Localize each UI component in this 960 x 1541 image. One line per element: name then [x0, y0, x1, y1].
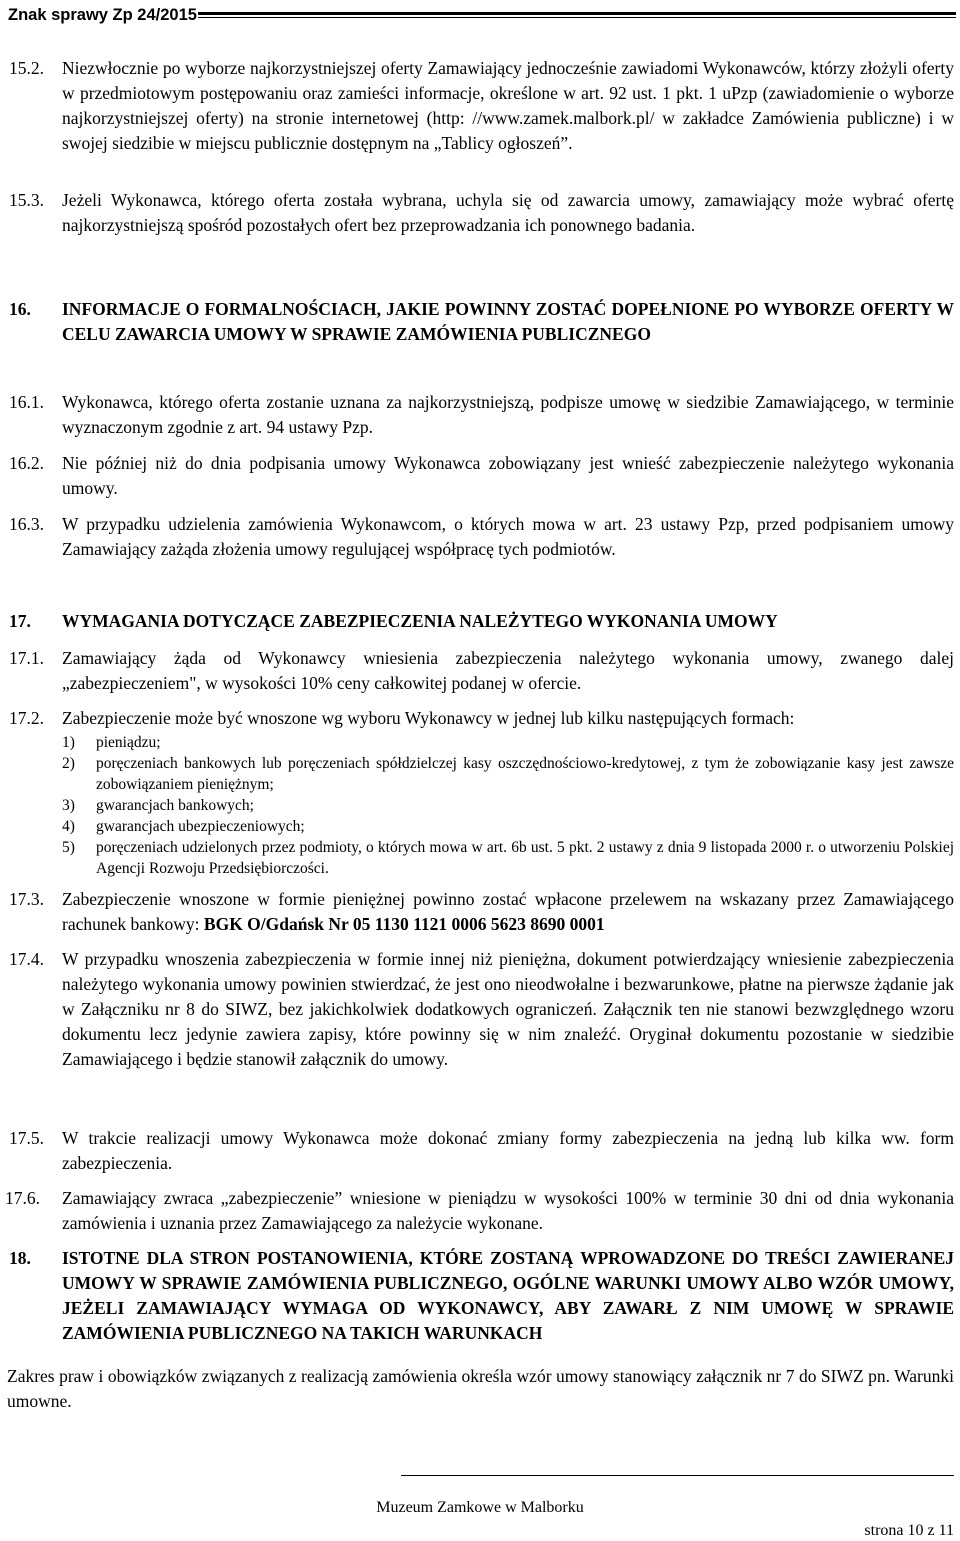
section-heading: INFORMACJE O FORMALNOŚCIACH, JAKIE POWINNY ZOSTAĆ DOPEŁNIONE PO WYBORZE OFERTY W CELU ZAWARCIA UMOWY W SPRAWIE ZAMÓWIENIA PUBLICZNEGO — [62, 299, 954, 344]
section-number: 15.3. — [9, 190, 44, 210]
section-heading: ISTOTNE DLA STRON POSTANOWIENIA, KTÓRE ZOSTANĄ WPROWADZONE DO TREŚCI ZAWIERANEJ UMOWY W SPRAWIE ZAMÓWIENIA PUBLICZNEGO, OGÓLNE WARUNKI UMOWY ALBO WZÓR UMOWY, JEŻELI ZAMAWIAJĄCY WYMAGA OD WYKONAWCY, ABY ZAWARŁ Z NIM UMOWĘ W SPRAWIE ZAMÓWIENIA PUBLICZNEGO NA TAKICH WARUNKACH — [62, 1248, 954, 1343]
section-text: W przypadku udzielenia zamówienia Wykonawcom, o których mowa w art. 23 ustawy Pzp, przed podpisaniem umowy Zamawiający zażąda złożenia umowy regulującej współpracę tych podmiotów. — [62, 514, 954, 559]
list-number: 4) — [62, 818, 75, 835]
document-header — [8, 0, 956, 30]
section-number: 15.2. — [9, 58, 44, 78]
section-text: Jeżeli Wykonawca, którego oferta została wybrana, uchyla się od zawarcia umowy, zamawiający może wybrać ofertę najkorzystniejszą spośród pozostałych ofert bez przeprowadzania ich ponownego badania. — [62, 190, 954, 235]
section-text: Zabezpieczenie może być wnoszone wg wyboru Wykonawcy w jednej lub kilku następujących formach: — [62, 708, 795, 728]
header-rule — [198, 12, 956, 15]
list-number: 1) — [62, 734, 75, 751]
list-text: pieniądzu; — [96, 734, 161, 751]
section-text-body: Zabezpieczenie wnoszone w formie pieniężnej powinno zostać wpłacone przelewem na wskazany przez Zamawiającego rachunek bankowy: — [62, 889, 954, 934]
list-number: 5) — [62, 839, 75, 856]
section-text: Zamawiający żąda od Wykonawcy wniesienia zabezpieczenia należytego wykonania umowy, zwanego dalej „zabezpieczeniem", w wysokości 10% ceny całkowitej podanej w ofercie. — [62, 648, 954, 693]
section-number: 16.2. — [9, 453, 44, 473]
page-number: strona 10 z 11 — [864, 1522, 954, 1539]
section-number: 17.2. — [9, 708, 44, 728]
section-number: 17.1. — [9, 648, 44, 668]
section-text: Zakres praw i obowiązków związanych z realizacją zamówienia określa wzór umowy stanowiący załącznik nr 7 do SIWZ pn. Warunki umowne. — [7, 1366, 954, 1411]
list-text: gwarancjach ubezpieczeniowych; — [96, 818, 305, 835]
section-number: 17.4. — [9, 949, 44, 969]
section-number: 18. — [9, 1248, 31, 1268]
list-number: 3) — [62, 797, 75, 814]
case-number: Znak sprawy Zp 24/2015 — [8, 6, 197, 24]
section-text — [62, 887, 954, 937]
section-text: W trakcie realizacji umowy Wykonawca może dokonać zmiany formy zabezpieczenia na jedną lub kilka ww. form zabezpieczenia. — [62, 1128, 954, 1173]
section-text: Wykonawca, którego oferta zostanie uznana za najkorzystniejszą, podpisze umowę w siedzibie Zamawiającego, w terminie wyznaczonym zgodnie z art. 94 ustawy Pzp. — [62, 392, 954, 437]
section-text: W przypadku wnoszenia zabezpieczenia w formie innej niż pieniężna, dokument potwierdzający wniesienie zabezpieczenia należytego wykonania umowy powinien stwierdzać, że jest ono nieodwołalne i bezwarunkowe, płatne na pierwsze żądanie jak w Załączniku nr 8 do SIWZ, bez jakichkolwiek dodatkowych ograniczeń. Załącznik ten nie stanowi bezwzględnego wzoru dokumentu lecz jedynie zawiera zapisy, które powinny się w nim znaleźć. Oryginał dokumentu pozostanie w siedzibie Zamawiającego i będzie stanowił załącznik do umowy. — [62, 949, 954, 1069]
section-text: Niezwłocznie po wyborze najkorzystniejszej oferty Zamawiający jednocześnie zawiadomi Wykonawców, którzy złożyli oferty w przedmiotowym postępowaniu oraz zamieści informacje, określone w art. 92 ust. 1 pkt. 1 uPzp (zawiadomienie o wyborze najkorzystniejszej oferty) na stronie internetowej (http: //www.zamek.malbork.pl/ w zakładce Zamówienia publiczne) i w swojej siedzibie w miejscu publicznie dostępnym na „Tablicy ogłoszeń”. — [62, 58, 954, 153]
section-number: 17.5. — [9, 1128, 44, 1148]
section-text: Zamawiający zwraca „zabezpieczenie” wniesione w pieniądzu w wysokości 100% w terminie 30 dni od dnia wykonania zamówienia i uznania przez Zamawiającego za należycie wykonane. — [62, 1188, 954, 1233]
section-number: 16. — [9, 299, 31, 319]
list-text: poręczeniach bankowych lub poręczeniach spółdzielczej kasy oszczędnościowo-kredytowej, z tym że zobowiązanie kasy jest zawsze zobowiązaniem pieniężnym; — [96, 755, 954, 793]
list-number: 2) — [62, 755, 75, 772]
bank-account: BGK O/Gdańsk Nr 05 1130 1121 0006 5623 8690 0001 — [203, 914, 605, 934]
section-number: 17.3. — [9, 889, 44, 909]
section-heading: WYMAGANIA DOTYCZĄCE ZABEZPIECZENIA NALEŻYTEGO WYKONANIA UMOWY — [62, 611, 778, 631]
footer-organization: Muzeum Zamkowe w Malborku — [376, 1499, 584, 1516]
section-number: 16.1. — [9, 392, 44, 412]
header-rule-thin — [198, 17, 956, 18]
section-number: 17.6. — [5, 1188, 40, 1208]
list-text: poręczeniach udzielonych przez podmioty, o których mowa w art. 6b ust. 5 pkt. 2 ustawy z dnia 9 listopada 2000 r. o utworzeniu Polskiej Agencji Rozwoju Przedsiębiorczości. — [96, 839, 954, 877]
footer-rule — [401, 1475, 954, 1476]
section-number: 16.3. — [9, 514, 44, 534]
list-text: gwarancjach bankowych; — [96, 797, 254, 814]
section-number: 17. — [9, 611, 31, 631]
section-text: Nie później niż do dnia podpisania umowy Wykonawca zobowiązany jest wnieść zabezpieczenie należytego wykonania umowy. — [62, 453, 954, 498]
